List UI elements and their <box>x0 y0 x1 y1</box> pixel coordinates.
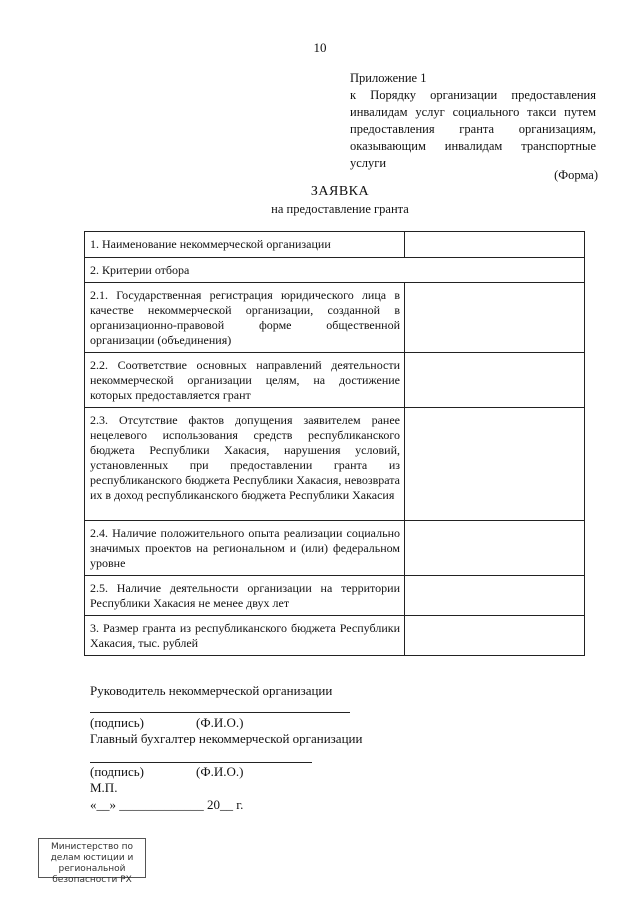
row-answer-cell[interactable] <box>405 616 585 656</box>
head-title: Руководитель некоммерческой организации <box>90 683 333 698</box>
appendix-text: к Порядку организации предоставления инвалидам услуг социального такси путем предоставления гранта организациям, оказывающим инвалидам транспортные услуги <box>350 88 596 170</box>
row-answer-cell[interactable] <box>405 521 585 576</box>
row-answer-cell[interactable] <box>405 576 585 616</box>
row-answer-cell[interactable] <box>405 408 585 521</box>
section-header-criteria: 2. Критерии отбора <box>85 258 585 283</box>
row-question: 2.4. Наличие положительного опыта реализации социально значимых проектов на региональном и (или) федеральном уровне <box>85 521 405 576</box>
table-row <box>85 576 585 616</box>
row-answer-cell[interactable] <box>405 353 585 408</box>
row-question: 1. Наименование некоммерческой организации <box>85 232 405 258</box>
row-question: 2.1. Государственная регистрация юридического лица в качестве некоммерческой организации, созданной в организационно-правовой форме общественной организации (объединения) <box>85 283 405 353</box>
row-question: 3. Размер гранта из республиканского бюджета Республики Хакасия, тыс. рублей <box>85 616 405 656</box>
accountant-title: Главный бухгалтер некоммерческой организации <box>90 731 363 746</box>
table-row <box>85 283 585 353</box>
registration-stamp: Министерство по делам юстиции и региональной безопасности РХ <box>38 838 146 878</box>
row-question: 2.2. Соответствие основных направлений деятельности некоммерческой организации целям, на достижение которых предоставляется грант <box>85 353 405 408</box>
document-heading: ЗАЯВКА <box>310 184 370 199</box>
name-label: (Ф.И.О.) <box>196 715 244 730</box>
table-row <box>85 353 585 408</box>
accountant-signature-line[interactable] <box>90 762 312 763</box>
date-line: «__» _____________ 20__ г. <box>90 797 244 812</box>
application-table <box>84 231 585 656</box>
signature-label: (подпись) <box>90 715 144 730</box>
name-label-2: (Ф.И.О.) <box>196 764 244 779</box>
appendix-header <box>350 70 596 172</box>
document-subheading: на предоставление гранта <box>271 202 409 216</box>
row-question: 2.3. Отсутствие фактов допущения заявителем ранее нецелевого использования средств республиканского бюджета Республики Хакасия, нарушения условий, установленных при предоставлении гранта из республиканского бюджета Республики Хакасия, невозврата их в доход республиканского бюджета Республики Хакасия <box>85 408 405 521</box>
appendix-title: Приложение 1 <box>350 71 427 85</box>
table-row <box>85 521 585 576</box>
row-answer-cell[interactable] <box>405 232 585 258</box>
seal-label: М.П. <box>90 780 118 795</box>
table-row <box>85 616 585 656</box>
table-row <box>85 232 585 258</box>
table-row <box>85 258 585 283</box>
signature-label-2: (подпись) <box>90 764 144 779</box>
table-row <box>85 408 585 521</box>
head-signature-line[interactable] <box>90 712 350 713</box>
row-question: 2.5. Наличие деятельности организации на территории Республики Хакасия не менее двух лет <box>85 576 405 616</box>
row-answer-cell[interactable] <box>405 283 585 353</box>
page-number: 10 <box>313 40 327 55</box>
form-label: (Форма) <box>554 168 598 182</box>
